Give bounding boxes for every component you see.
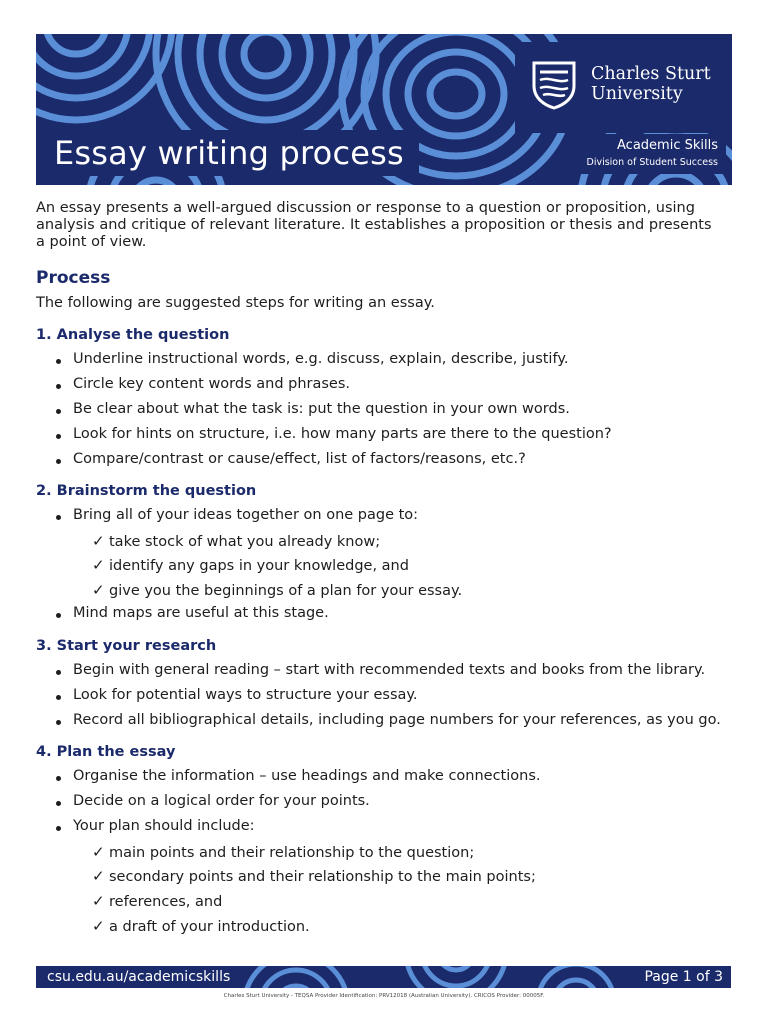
title-box [44,130,419,176]
check-icon: ✓ [92,581,105,599]
checklist-text: main points and their relationship to the question; [109,845,475,861]
list-item: Your plan should include: [73,818,255,834]
section-heading: 3. Start your research [36,638,217,654]
header-banner [36,34,732,185]
shield-icon [531,60,577,110]
list-item: Look for potential ways to structure your essay. [73,687,418,703]
check-icon: ✓ [92,867,105,885]
footer-bar [36,966,731,988]
university-name [591,64,711,104]
check-icon: ✓ [92,843,105,861]
process-lead: The following are suggested steps for writing an essay. [36,295,435,311]
university-name-line2: University [591,84,683,104]
process-heading: Process [36,268,111,288]
list-item: Compare/contrast or cause/effect, list of factors/reasons, etc.? [73,451,526,467]
check-icon: ✓ [92,917,105,935]
checklist-item [92,917,310,935]
list-item: Be clear about what the task is: put the question in your own words. [73,401,570,417]
footer-url[interactable]: csu.edu.au/academicskills [41,966,236,988]
checklist-item [92,867,536,885]
checklist-item [92,892,222,910]
university-name-line1: Charles Sturt [591,64,711,84]
list-item: Decide on a logical order for your points. [73,793,370,809]
checklist-text: give you the beginnings of a plan for your essay. [109,583,463,599]
page-title: Essay writing process [54,134,404,172]
section-heading: 1. Analyse the question [36,327,230,343]
list-item: Organise the information – use headings and make connections. [73,768,541,784]
list-item: Underline instructional words, e.g. discuss, explain, describe, justify. [73,351,569,367]
checklist-item [92,532,380,550]
list-item: Look for hints on structure, i.e. how many parts are there to the question? [73,426,612,442]
unit-box [576,134,726,174]
checklist-text: references, and [109,894,223,910]
list-item: Bring all of your ideas together on one page to: [73,507,419,523]
check-icon: ✓ [92,532,105,550]
checklist-text: take stock of what you already know; [109,534,381,550]
division-name: Division of Student Success [586,157,718,168]
checklist-item [92,581,462,599]
check-icon: ✓ [92,556,105,574]
checklist-item [92,556,409,574]
section-heading: 2. Brainstorm the question [36,483,257,499]
intro-paragraph: An essay presents a well-argued discussion or response to a question or proposition, using analysis and critique of relevant literature. It establishes a proposition or thesis and presents a point of view. [36,200,712,250]
page-number: Page 1 of 3 [634,966,731,988]
list-item: Circle key content words and phrases. [73,376,351,392]
list-item: Record all bibliographical details, including page numbers for your references, as you go. [73,712,721,728]
university-logo [515,42,732,133]
list-item: Mind maps are useful at this stage. [73,605,329,621]
check-icon: ✓ [92,892,105,910]
checklist-text: identify any gaps in your knowledge, and [109,558,409,574]
unit-name: Academic Skills [617,138,718,153]
checklist-item [92,843,474,861]
list-item: Begin with general reading – start with recommended texts and books from the library. [73,662,706,678]
checklist-text: a draft of your introduction. [109,919,310,935]
section-heading: 4. Plan the essay [36,744,176,760]
checklist-text: secondary points and their relationship to the main points; [109,869,536,885]
fine-print: Charles Sturt University - TEQSA Provider Identification: PRV12018 (Australian University). CRICOS Provider: 00005F. [223,993,545,999]
